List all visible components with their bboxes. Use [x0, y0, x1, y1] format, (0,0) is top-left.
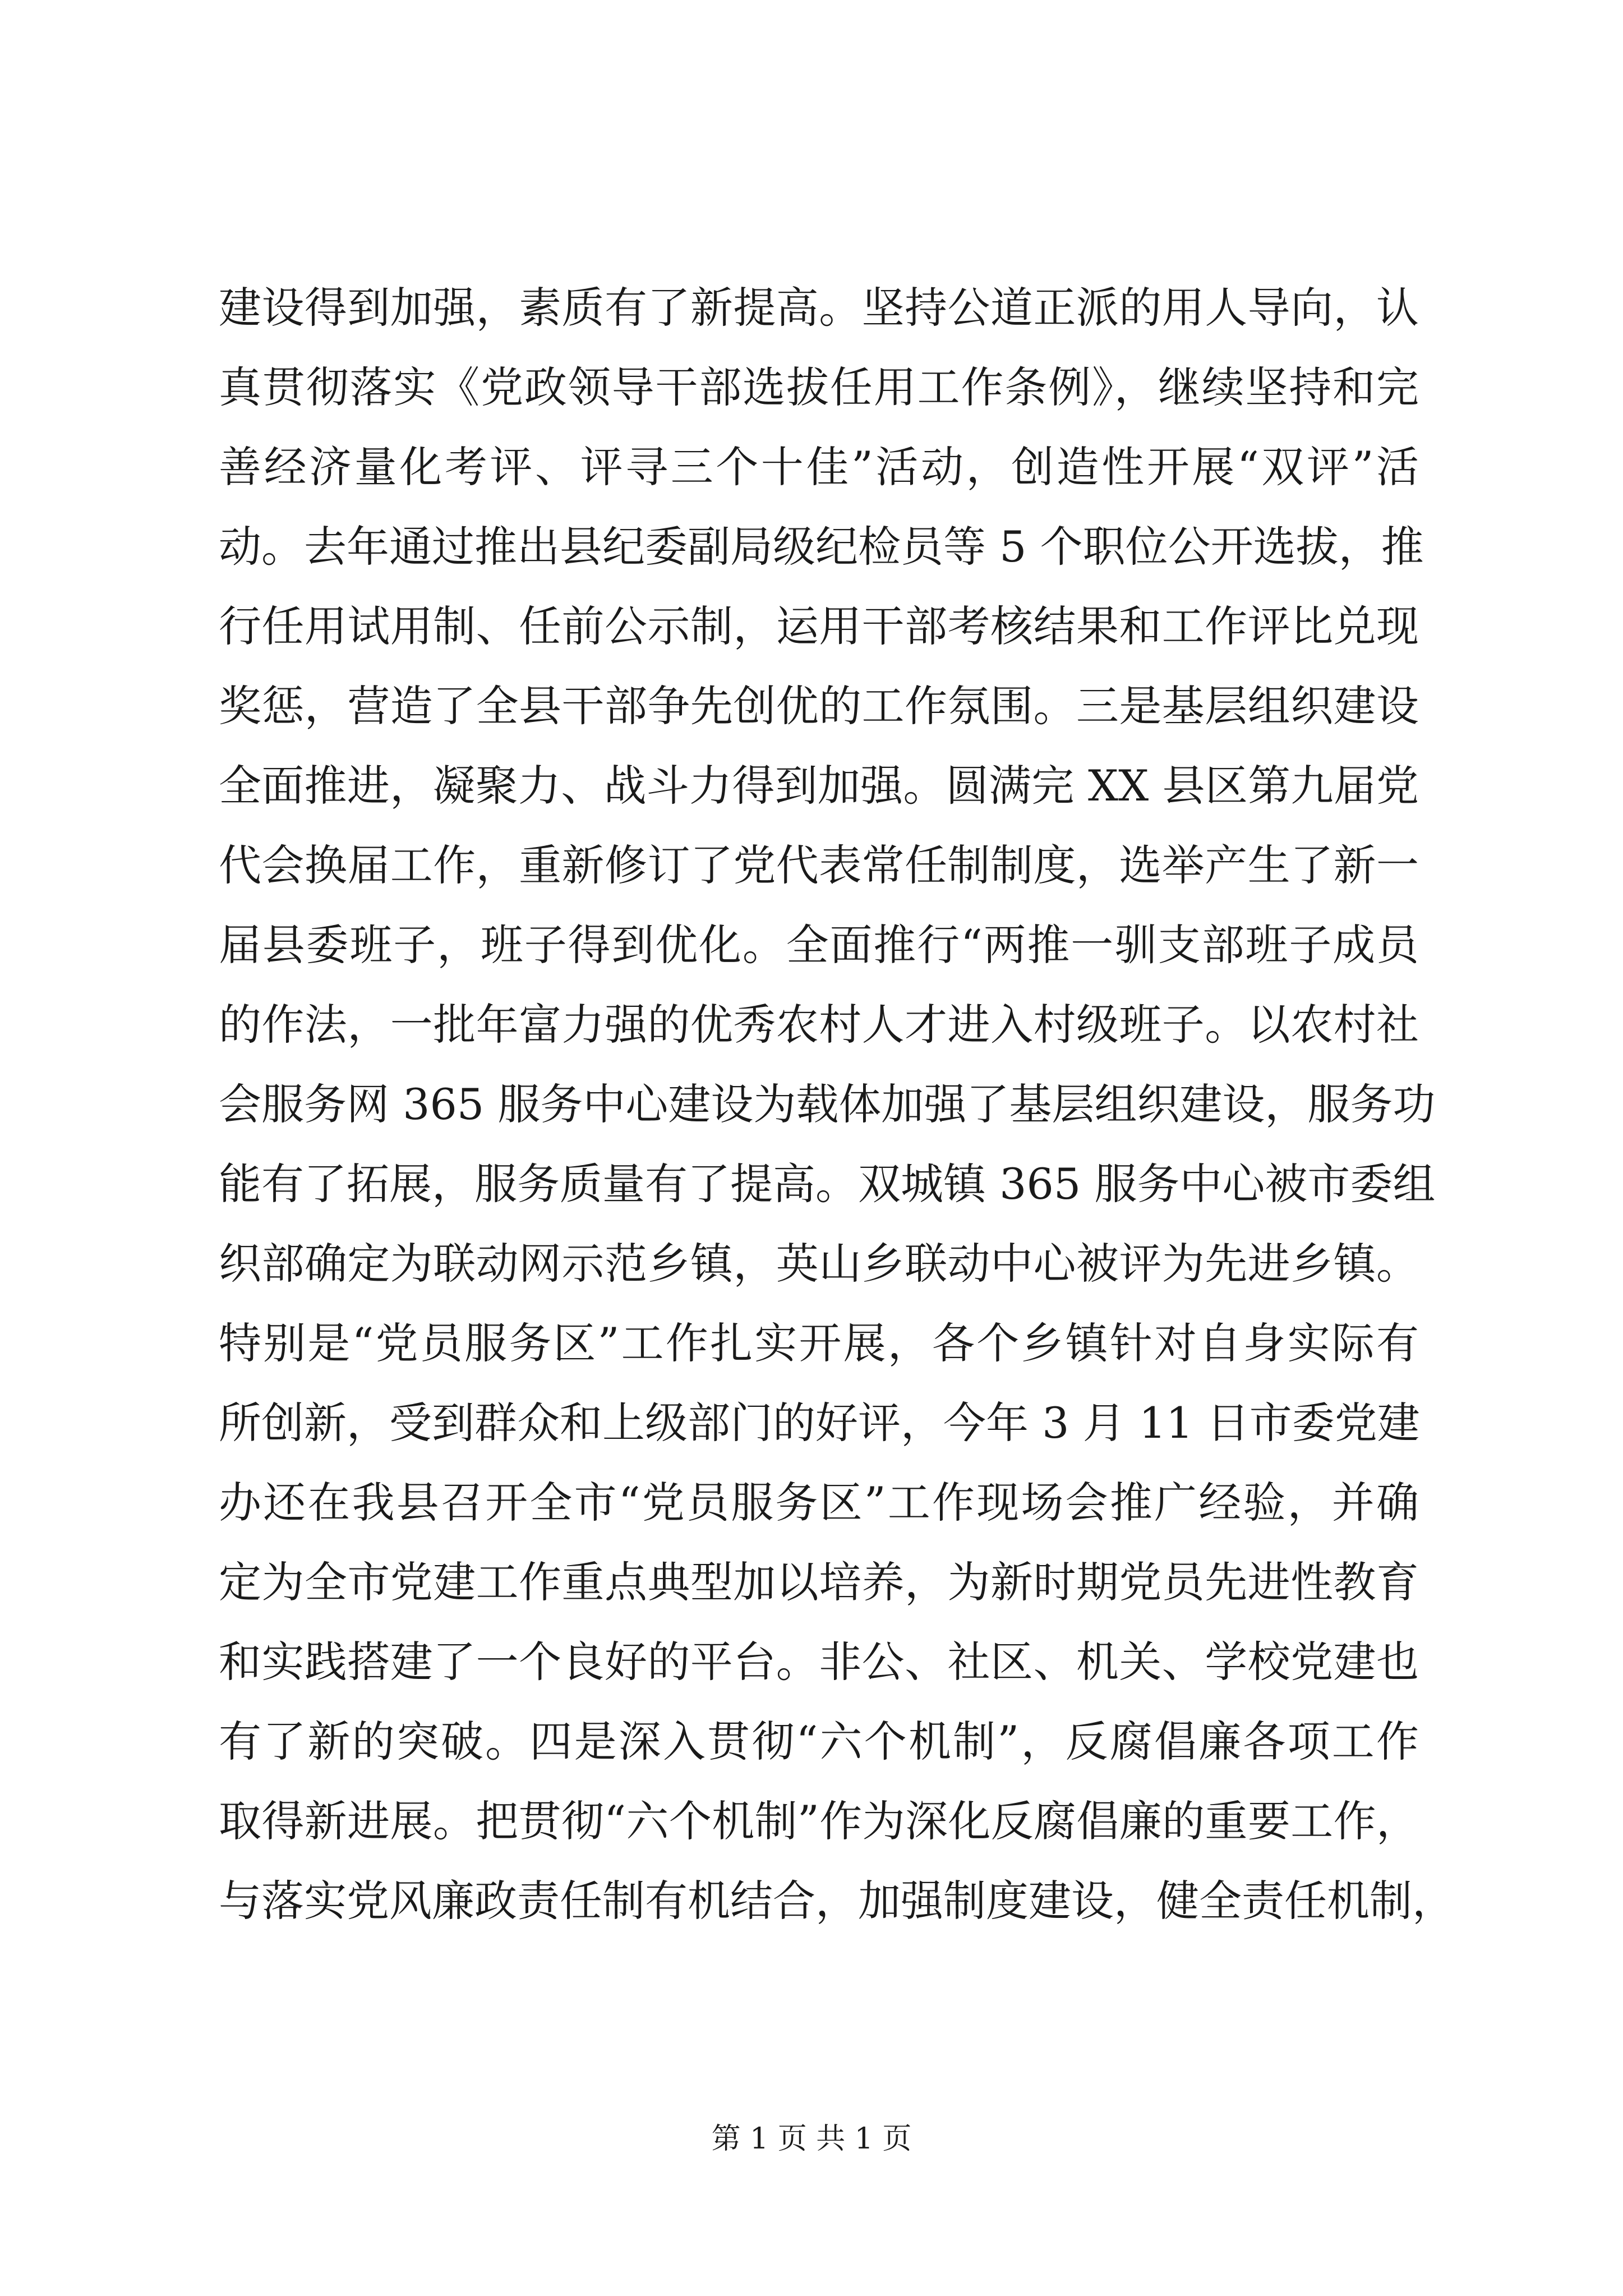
text-line: 真贯彻落实《党政领导干部选拔任用工作条例》，继续坚持和完	[219, 362, 1419, 412]
text-line: 所创新，受到群众和上级部门的好评，今年 3 月 11 日市委党建	[219, 1398, 1420, 1448]
text-line: 全面推进，凝聚力、战斗力得到加强。圆满完 XX 县区第九届党	[219, 761, 1419, 811]
text-line: 有了新的突破。四是深入贯彻“六个机制”，反腐倡廉各项工作	[219, 1717, 1419, 1766]
text-line: 会服务网 365 服务中心建设为载体加强了基层组织建设，服务功	[219, 1079, 1436, 1129]
text-line: 届县委班子，班子得到优化。全面推行“两推一驯支部班子成员	[219, 920, 1419, 970]
text-line: 的作法，一批年富力强的优秀农村人才进入村级班子。以农村社	[219, 1000, 1419, 1050]
text-line: 定为全市党建工作重点典型加以培养，为新时期党员先进性教育	[219, 1557, 1419, 1607]
text-line: 与落实党风廉政责任制有机结合，加强制度建设，健全责任机制，	[219, 1876, 1455, 1926]
text-line: 动。去年通过推出县纪委副局级纪检员等 5 个职位公开选拔，推	[219, 522, 1424, 572]
text-line: 行任用试用制、任前公示制，运用干部考核结果和工作评比兑现	[219, 601, 1419, 651]
text-line: 建设得到加强，素质有了新提高。坚持公道正派的用人导向，认	[219, 283, 1419, 333]
text-line: 善经济量化考评、评寻三个十佳”活动，创造性开展“双评”活	[219, 442, 1419, 492]
text-line: 特别是“党员服务区”工作扎实开展，各个乡镇针对自身实际有	[219, 1318, 1419, 1368]
text-line: 代会换届工作，重新修订了党代表常任制制度，选举产生了新一	[219, 840, 1419, 890]
page-footer	[0, 2119, 1623, 2159]
text-line: 能有了拓展，服务质量有了提高。双城镇 365 服务中心被市委组	[219, 1159, 1436, 1209]
page-number-label: 第 1 页 共 1 页	[711, 2122, 912, 2156]
body-text	[219, 268, 1455, 1941]
text-line: 和实践搭建了一个良好的平台。非公、社区、机关、学校党建也	[219, 1637, 1419, 1687]
text-line: 织部确定为联动网示范乡镇，英山乡联动中心被评为先进乡镇。	[219, 1239, 1419, 1289]
text-line: 办还在我县召开全市“党员服务区”工作现场会推广经验，并确	[219, 1478, 1419, 1527]
text-line: 奖惩，营造了全县干部争先创优的工作氛围。三是基层组织建设	[219, 681, 1419, 731]
text-line: 取得新进展。把贯彻“六个机制”作为深化反腐倡廉的重要工作，	[219, 1796, 1419, 1846]
